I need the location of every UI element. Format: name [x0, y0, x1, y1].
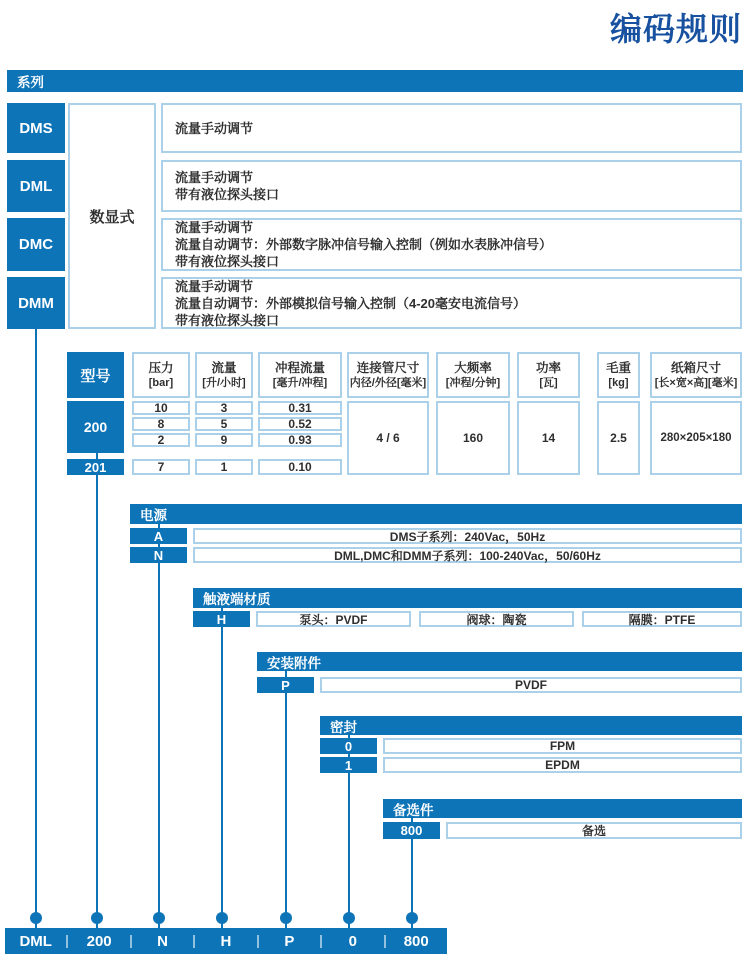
series-code-dms: DMS [7, 103, 65, 153]
spec-cell: 0.93 [258, 433, 342, 447]
col-unit: [冲程/分钟] [445, 377, 501, 389]
power-code-n: N [130, 547, 187, 563]
wetted-item-diaphragm: 隔膜：PTFE [582, 611, 742, 627]
connector-line-wetted [221, 596, 223, 928]
col-title: 纸箱尺寸 [670, 361, 721, 375]
seal-desc-epdm: EPDM [383, 757, 742, 773]
col-unit: [kg] [608, 377, 629, 389]
col-title: 冲程流量 [274, 361, 325, 375]
code-segment-wetted: H [220, 932, 232, 950]
spec-col-stroke [258, 352, 342, 398]
series-desc-line: 流量手动调节 [175, 170, 254, 185]
col-unit: [毫升/冲程] [272, 377, 328, 389]
col-title: 毛重 [605, 361, 631, 375]
connector-dot-mount [280, 912, 292, 924]
model-code-bar [5, 928, 447, 954]
col-unit: 内径/外径[毫米] [349, 377, 427, 389]
spec-col-power [517, 352, 580, 398]
col-title: 大频率 [454, 361, 492, 375]
seal-header-bar: 密封 [320, 716, 742, 735]
mount-header-bar: 安装附件 [257, 652, 742, 671]
series-desc-line: 流量手动调节 [175, 120, 254, 136]
spec-model-201: 201 [67, 459, 124, 475]
options-desc: 备选 [446, 822, 742, 839]
spec-cell: 1 [195, 459, 253, 475]
spec-shared-weight: 2.5 [597, 401, 640, 475]
connector-line-model [96, 430, 98, 928]
spec-cell: 8 [132, 417, 190, 431]
series-desc-dmc [161, 218, 742, 271]
spec-model-200: 200 [67, 401, 124, 453]
spec-shared-pipe: 4 / 6 [347, 401, 429, 475]
col-unit: [长×宽×高][毫米] [654, 377, 738, 389]
series-desc-line: 流量手动调节 [175, 220, 254, 235]
power-desc-a: DMS子系列：240Vac，50Hz [193, 528, 742, 544]
options-header-bar: 备选件 [383, 799, 742, 818]
connector-dot-model [91, 912, 103, 924]
spec-cell: 5 [195, 417, 253, 431]
spec-col-pipe [347, 352, 429, 398]
connector-dot-seal [343, 912, 355, 924]
power-code-a: A [130, 528, 187, 544]
wetted-code-h: H [193, 611, 250, 627]
spec-cell: 10 [132, 401, 190, 415]
series-group-label: 数显式 [68, 103, 156, 329]
connector-dot-power [153, 912, 165, 924]
spec-cell: 9 [195, 433, 253, 447]
col-title: 连接管尺寸 [356, 361, 420, 375]
connector-line-series [35, 300, 37, 928]
spec-col-freq [436, 352, 510, 398]
col-title: 压力 [148, 361, 174, 375]
code-segment-mount: P [284, 932, 295, 950]
spec-cell: 3 [195, 401, 253, 415]
code-segment-power: N [157, 932, 168, 950]
wetted-item-pumphead: 泵头：PVDF [256, 611, 411, 627]
mount-code-p: P [257, 677, 314, 693]
spec-col-weight [597, 352, 640, 398]
spec-cell: 2 [132, 433, 190, 447]
spec-cell: 0.52 [258, 417, 342, 431]
code-segment-model: 200 [86, 932, 112, 950]
wetted-header-bar: 触液端材质 [193, 588, 742, 608]
connector-dot-wetted [216, 912, 228, 924]
connector-line-mount [285, 660, 287, 928]
spec-model-header: 型号 [67, 352, 124, 398]
spec-col-carton [650, 352, 742, 398]
page-title: 编码规则 [609, 11, 742, 47]
col-unit: [升/小时] [202, 377, 246, 389]
seal-code-0: 0 [320, 738, 377, 754]
series-desc-line: 流量自动调节：外部模拟信号输入控制（4-20毫安电流信号） [175, 295, 527, 311]
connector-dot-series [30, 912, 42, 924]
series-desc-dml [161, 160, 742, 212]
series-code-dmm: DMM [7, 277, 65, 329]
col-title: 流量 [211, 361, 237, 375]
code-segment-series: DML [19, 932, 52, 950]
connector-line-seal [348, 724, 350, 928]
mount-desc: PVDF [320, 677, 742, 693]
seal-code-1: 1 [320, 757, 377, 773]
series-desc-dmm [161, 277, 742, 329]
col-unit: [bar] [148, 377, 174, 389]
series-code-dml: DML [7, 160, 65, 212]
series-code-dmc: DMC [7, 218, 65, 271]
spec-cell: 0.31 [258, 401, 342, 415]
spec-col-pressure [132, 352, 190, 398]
series-header-bar: 系列 [7, 70, 743, 92]
code-segment-seal: 0 [348, 932, 357, 950]
power-header-bar: 电源 [130, 504, 742, 524]
connector-line-power [158, 512, 160, 928]
spec-col-flow [195, 352, 253, 398]
series-desc-line: 带有液位探头接口 [175, 254, 280, 269]
series-desc-line: 流量自动调节：外部数字脉冲信号输入控制（例如水表脉冲信号） [175, 237, 553, 252]
col-unit: [瓦] [539, 377, 558, 389]
spec-shared-carton: 280×205×180 [650, 401, 742, 475]
col-title: 功率 [535, 361, 561, 375]
connector-dot-options [406, 912, 418, 924]
code-segment-options: 800 [403, 932, 429, 950]
seal-desc-fpm: FPM [383, 738, 742, 754]
spec-cell: 0.10 [258, 459, 342, 475]
options-code-800: 800 [383, 822, 440, 839]
series-desc-line: 流量手动调节 [175, 278, 254, 294]
wetted-item-valveball: 阀球：陶瓷 [419, 611, 574, 627]
series-desc-line: 带有液位探头接口 [175, 187, 280, 202]
spec-shared-power: 14 [517, 401, 580, 475]
power-desc-n: DML,DMC和DMM子系列：100-240Vac，50/60Hz [193, 547, 742, 563]
spec-cell: 7 [132, 459, 190, 475]
spec-shared-freq: 160 [436, 401, 510, 475]
series-desc-line: 带有液位探头接口 [175, 312, 280, 328]
series-desc-dms [161, 103, 742, 153]
